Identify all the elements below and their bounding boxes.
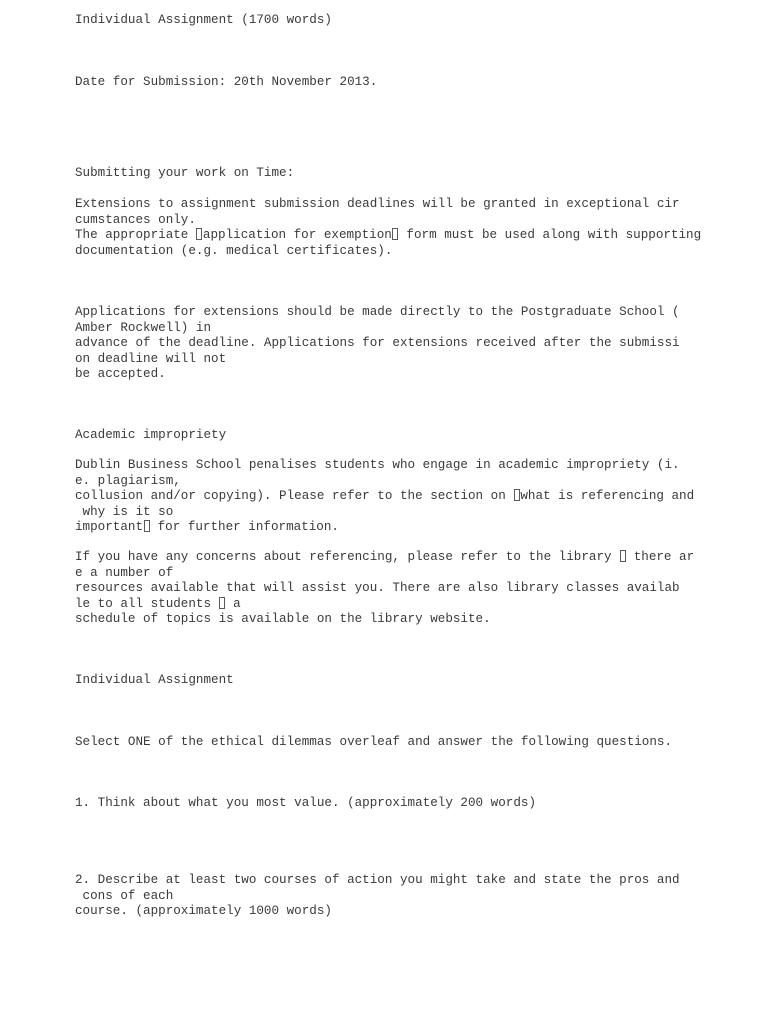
submission-date: Date for Submission: 20th November 2013. [75, 75, 378, 89]
text-run: there ar [626, 550, 695, 564]
assignment-title: Individual Assignment (1700 words) [75, 13, 332, 27]
text-run: form must be used along with supporting [398, 228, 702, 242]
impropriety-line: Dublin Business School penalises students who engage in academic impropriety (i. [75, 458, 680, 472]
extensions-line: cumstances only. [75, 212, 196, 227]
assignment-heading: Individual Assignment [75, 673, 234, 687]
text-run: If you have any concerns about referencing, please refer to the library [75, 550, 620, 564]
missing-glyph-icon [196, 228, 202, 240]
applications-line: on deadline will not [75, 351, 227, 366]
impropriety-line [75, 520, 339, 536]
extensions-line [75, 228, 701, 244]
applications-line: be accepted. [75, 367, 166, 381]
text-run: collusion and/or copying). Please refer to the section on [75, 489, 514, 503]
question-1: 1. Think about what you most value. (approximately 200 words) [75, 796, 537, 810]
extensions-line: Extensions to assignment submission deadlines will be granted in exceptional cir [75, 197, 680, 211]
question-2-line: cons of each [75, 888, 174, 903]
text-run: for further information. [150, 520, 339, 534]
missing-glyph-icon [620, 550, 626, 562]
question-2-line: 2. Describe at least two courses of action you might take and state the pros and [75, 873, 680, 887]
extensions-line: documentation (e.g. medical certificates). [75, 243, 393, 258]
text-run: le to all students [75, 596, 219, 611]
impropriety-line [75, 489, 694, 505]
library-line [75, 597, 241, 613]
applications-line: Applications for extensions should be made directly to the Postgraduate School ( [75, 305, 680, 319]
impropriety-line: e. plagiarism, [75, 473, 181, 488]
impropriety-heading: Academic impropriety [75, 428, 227, 442]
missing-glyph-icon [514, 489, 520, 501]
submitting-heading: Submitting your work on Time: [75, 166, 295, 180]
select-instruction: Select ONE of the ethical dilemmas overleaf and answer the following questions. [75, 735, 673, 749]
text-run: a [225, 596, 241, 611]
missing-glyph-icon [219, 597, 225, 609]
library-line [75, 550, 694, 566]
text-run: what is referencing and [520, 489, 695, 503]
applications-line: advance of the deadline. Applications for extensions received after the submissi [75, 336, 680, 350]
applications-line: Amber Rockwell) in [75, 320, 212, 335]
text-run: important [75, 520, 144, 534]
impropriety-line: why is it so [75, 504, 174, 519]
missing-glyph-icon [392, 228, 398, 240]
library-line: schedule of topics is available on the library website. [75, 612, 491, 626]
library-line: e a number of [75, 565, 174, 580]
text-run: application for exemption [202, 228, 392, 242]
library-line: resources available that will assist you. There are also library classes availab [75, 581, 680, 595]
missing-glyph-icon [144, 520, 150, 532]
question-2-line: course. (approximately 1000 words) [75, 904, 332, 918]
text-run: The appropriate [75, 228, 196, 242]
